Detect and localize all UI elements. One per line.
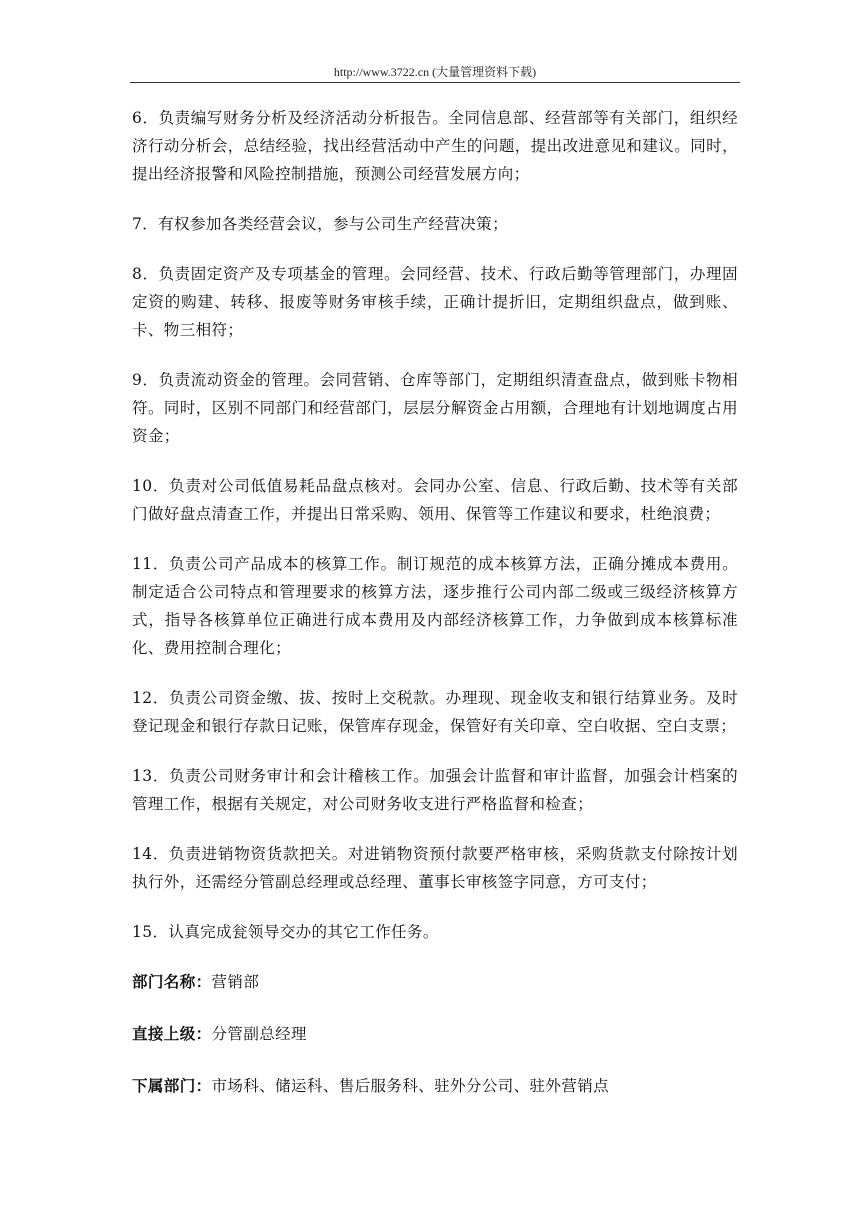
- duty-item-12: 12．负责公司资金缴、拔、按时上交税款。办理现、现金收支和银行结算业务。及时登记现金和银行存款日记账，保管库存现金，保管好有关印章、空白收据、空白支票；: [132, 689, 738, 735]
- subordinate-departments-label: 下属部门：: [132, 1076, 212, 1095]
- direct-superior-value: 分管副总经理: [211, 1025, 307, 1043]
- duty-item-13: 13．负责公司财务审计和会计稽核工作。加强会计监督和审计监督，加强会计档案的管理工作，根据有关规定，对公司财务收支进行严格监督和检查；: [132, 767, 738, 813]
- duty-item-10: 10．负责对公司低值易耗品盘点核对。会同办公室、信息、行政后勤、技术等有关部门做好盘点清查工作，并提出日常采购、领用、保管等工作建议和要求，杜绝浪费；: [132, 477, 738, 523]
- department-name-row: [132, 968, 738, 996]
- duty-item-6: 6．负责编写财务分析及经济活动分析报告。全同信息部、经营部等有关部门，组织经济行动分析会，总结经验，找出经营活动中产生的问题，提出改进意见和建议。同时，提出经济报警和风险控制措施，预测公司经营发展方向；: [132, 109, 738, 183]
- subordinate-departments-value: 市场科、储运科、售后服务科、驻外分公司、驻外营销点: [211, 1077, 610, 1095]
- subordinate-departments-row: [132, 1072, 738, 1100]
- document-body: [132, 104, 738, 1124]
- direct-superior-label: 直接上级：: [132, 1024, 212, 1043]
- department-name-label: 部门名称：: [132, 972, 212, 991]
- duty-item-11: 11．负责公司产品成本的核算工作。制订规范的成本核算方法，正确分摊成本费用。制定适合公司特点和管理要求的核算方法，逐步推行公司内部二级或三级经济核算方式，指导各核算单位正确进行成本费用及内部经济核算工作，力争做到成本核算标准化、费用控制合理化；: [132, 555, 738, 657]
- direct-superior-row: [132, 1020, 738, 1048]
- duty-item-15: 15．认真完成瓮领导交办的其它工作任务。: [132, 923, 439, 941]
- duty-item-14: 14．负责进销物资货款把关。对进销物资预付款要严格审核，采购货款支付除按计划执行外，还需经分管副总经理或总经理、董事长审核签字同意，方可支付；: [132, 845, 738, 891]
- department-name-value: 营销部: [211, 973, 260, 991]
- duty-item-7: 7．有权参加各类经营会议，参与公司生产经营决策；: [132, 215, 508, 233]
- page-header: http://www.3722.cn (大量管理资料下载): [333, 65, 537, 79]
- header-rule: [130, 82, 740, 83]
- duty-item-9: 9．负责流动资金的管理。会同营销、仓库等部门，定期组织清查盘点，做到账卡物相符。同时，区别不同部门和经营部门，层层分解资金占用额，合理地有计划地调度占用资金；: [132, 371, 738, 445]
- duty-item-8: 8．负责固定资产及专项基金的管理。会同经营、技术、行政后勤等管理部门，办理固定资的购建、转移、报废等财务审核手续，正确计提折旧，定期组织盘点，做到账、卡、物三相符；: [132, 265, 738, 339]
